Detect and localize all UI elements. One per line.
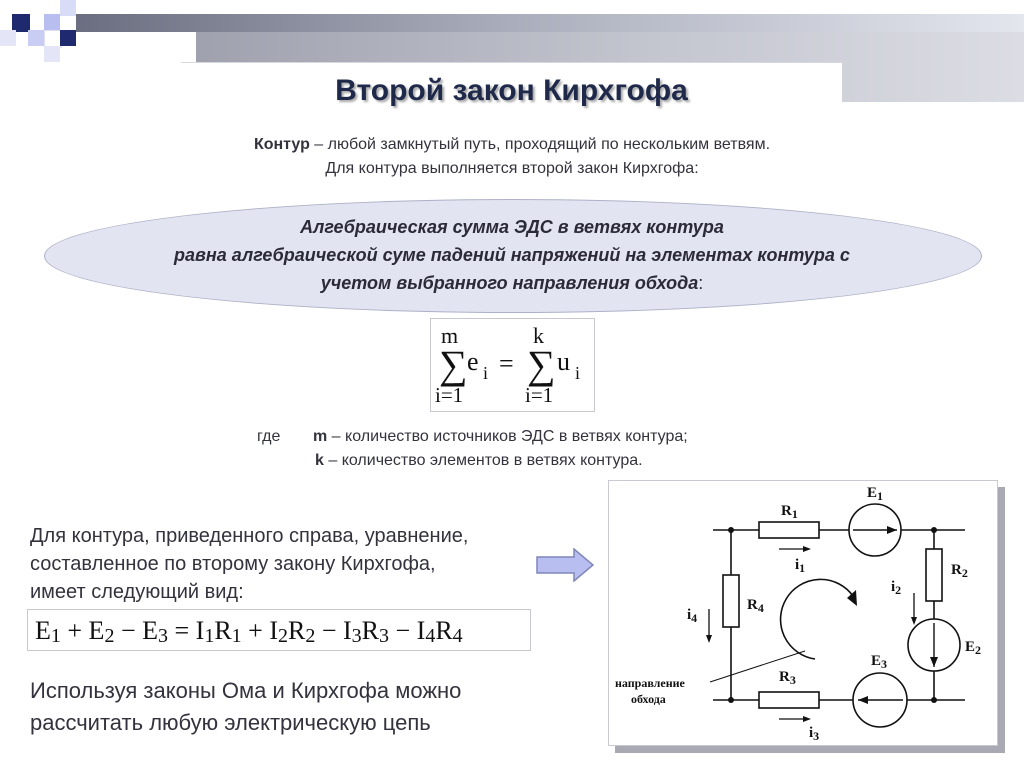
circuit-svg xyxy=(609,481,997,745)
label-r4: $R_4$ xyxy=(747,597,764,615)
formula-sum-left: ∑ xyxy=(439,342,468,387)
decor-square xyxy=(44,46,60,62)
law-statement xyxy=(60,213,964,297)
law-line3: учетом выбранного направления обхода xyxy=(320,273,699,293)
formula-right-index: i xyxy=(575,363,581,383)
decor-square xyxy=(0,30,16,46)
slide-title: Второй закон Кирхгофа xyxy=(335,74,688,107)
label-r2: $R_2$ xyxy=(951,562,968,580)
circuit-diagram xyxy=(608,480,998,746)
legend-k-text: – количество элементов в ветвях контура. xyxy=(323,452,643,469)
contour-equation-box xyxy=(27,609,531,651)
resistor-r2 xyxy=(926,549,942,601)
label-i3: $i_3$ xyxy=(809,725,820,743)
intro-line1: – любой замкнутый путь, проходящий по нескольким ветвям. xyxy=(309,136,771,153)
term-contour: Контур xyxy=(253,136,310,153)
formula-left-index: i xyxy=(483,363,489,383)
contour-line1: Для контура, приведенного справа, уравнение, xyxy=(30,525,469,547)
label-i1: $i_1$ xyxy=(795,557,806,575)
legend-m-text: – количество источников ЭДС в ветвях контура; xyxy=(327,428,688,445)
conclusion xyxy=(30,675,590,739)
label-direction-1: направление xyxy=(615,676,685,690)
formula-left-var: e xyxy=(467,347,479,376)
label-e3: $E_3$ xyxy=(871,653,888,671)
formula-upper-right: k xyxy=(533,323,544,348)
traversal-arc xyxy=(781,579,853,659)
formula-right-var: u xyxy=(557,347,570,376)
conclusion-line2: рассчитать любую электрическую цепь xyxy=(30,710,431,735)
conclusion-line1: Используя законы Ома и Кирхгофа можно xyxy=(30,678,462,703)
contour-equation: $E_1 + E_2 - E_3 = I_1R_1 + I_2R_2 - I_3R_3 - I_4R_4$ xyxy=(35,616,463,647)
legend-m xyxy=(313,425,688,449)
resistor-r3 xyxy=(759,692,819,708)
contour-line3: имеет следующий вид: xyxy=(30,581,244,603)
label-direction-2: обхода xyxy=(631,692,666,706)
decor-square xyxy=(60,30,76,46)
legend-k xyxy=(315,449,643,473)
intro-text xyxy=(120,133,904,181)
decor-square xyxy=(60,0,76,16)
decor-square xyxy=(28,30,44,46)
decor-square xyxy=(44,14,60,30)
label-e1: $E_1$ xyxy=(867,485,884,503)
formula-sum-right: ∑ xyxy=(527,342,556,387)
formula-lower-left: i=1 xyxy=(435,383,464,407)
label-r3: $R_3$ xyxy=(779,669,796,687)
label-e2: $E_2$ xyxy=(965,639,982,657)
label-i2: $i_2$ xyxy=(891,579,902,597)
resistor-r4 xyxy=(723,575,739,627)
formula-lower-right: i=1 xyxy=(525,383,554,407)
legend-k-label: k xyxy=(315,452,324,469)
header-gradient-bar xyxy=(76,14,1024,32)
kirchhoff-formula xyxy=(430,318,595,412)
intro-line2: Для контура выполняется второй закон Кирхгофа: xyxy=(325,160,699,177)
contour-description xyxy=(30,522,550,606)
law-colon: : xyxy=(698,273,704,293)
legend-m-label: m xyxy=(313,428,328,445)
legend-where: где xyxy=(257,428,281,445)
resistor-r1 xyxy=(759,522,819,538)
label-i4: $i_4$ xyxy=(687,607,698,625)
formula-equals: = xyxy=(499,349,514,378)
right-arrow-icon xyxy=(536,548,594,582)
formula-upper-left: m xyxy=(441,323,459,348)
law-line1: Алгебраическая сумма ЭДС в ветвях контура xyxy=(300,217,724,237)
contour-line2: составленное по второму закону Кирхгофа, xyxy=(30,553,436,575)
label-r1: $R_1$ xyxy=(781,503,798,521)
law-line2: равна алгебраической суме падений напряжений на элементах контура с xyxy=(174,245,850,265)
